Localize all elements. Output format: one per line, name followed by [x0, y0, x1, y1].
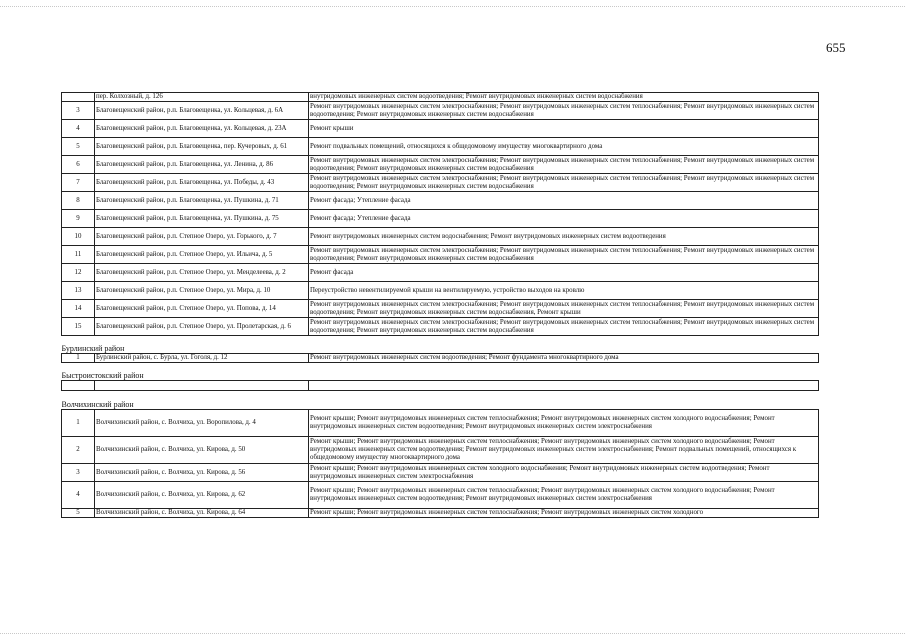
table-row — [62, 228, 819, 246]
cell-number: 3 — [62, 464, 95, 482]
cell-works: Переустройство невентилируемой крыши на вентилируемую, устройство выходов на кровлю — [309, 282, 819, 300]
cell-works: Ремонт фасада; Утепление фасада — [309, 210, 819, 228]
table-row-empty — [62, 381, 819, 391]
region-heading-burla: Бурлинский район — [62, 343, 819, 354]
table-row — [62, 156, 819, 174]
cell-address: Благовещенский район, р.п. Благовещенка, ул. Победы, д. 43 — [95, 174, 309, 192]
table-row — [62, 464, 819, 482]
cell-number: 2 — [62, 437, 95, 464]
cell-address: Благовещенский район, р.п. Благовещенка, пер. Кучеровых, д. 61 — [95, 138, 309, 156]
region-heading-volchikha: Волчихинский район — [62, 399, 819, 410]
cell-address: Волчихинский район, с. Волчиха, ул. Кирова, д. 64 — [95, 509, 309, 518]
cell-works: внутридомовых инженерных систем водоотведения; Ремонт внутридомовых инженерных систем водоснабжения — [309, 93, 819, 102]
cell-number: 5 — [62, 138, 95, 156]
table-row — [62, 482, 819, 509]
cell-works: Ремонт внутридомовых инженерных систем электроснабжения; Ремонт внутридомовых инженерных систем теплоснабжения; Ремонт внутридомовых инженерных систем водоотведения; Ремонт внутридомовых инженерных систем водоснабжения — [309, 156, 819, 174]
cell-number: 13 — [62, 282, 95, 300]
cell-address: пер. Колхозный, д. 126 — [95, 93, 309, 102]
cell-address: Бурлинский район, с. Бурла, ул. Гоголя, д. 12 — [95, 354, 309, 363]
cell-works: Ремонт крыши; Ремонт внутридомовых инженерных систем теплоснабжения; Ремонт внутридомовых инженерных систем холодного водоснабжения; Ремонт внутридомовых инженерных систем водоотведения; Ремонт внутридомовых инженерных систем электроснабжения — [309, 482, 819, 509]
table-row — [62, 120, 819, 138]
table-section-burla — [62, 354, 819, 363]
cell-works: Ремонт крыши; Ремонт внутридомовых инженерных систем холодного водоснабжения; Ремонт внутридомовых инженерных систем водоотведения; Ремонт внутридомовых инженерных систем электроснабжения — [309, 464, 819, 482]
cell-address: Благовещенский район, р.п. Благовещенка, ул. Ленина, д. 86 — [95, 156, 309, 174]
cell-address: Благовещенский район, р.п. Степное Озеро, ул. Пролетарская, д. 6 — [95, 318, 309, 336]
cell-number: 15 — [62, 318, 95, 336]
table-row — [62, 437, 819, 464]
region-heading-bystry: Быстроистокский район — [62, 370, 819, 381]
cell-number: 1 — [62, 354, 95, 363]
scan-edge-top — [0, 6, 905, 8]
cell-works: Ремонт внутридомовых инженерных систем водоснабжения; Ремонт внутридомовых инженерных систем водоотведения — [309, 228, 819, 246]
cell-number: 5 — [62, 509, 95, 518]
cell-address: Волчихинский район, с. Волчиха, ул. Воропилова, д. 4 — [95, 410, 309, 437]
cell-works: Ремонт подвальных помещений, относящихся к общедомовому имуществу многоквартирного дома — [309, 138, 819, 156]
table-row — [62, 192, 819, 210]
cell-address: Благовещенский район, р.п. Благовещенка, ул. Пушкина, д. 71 — [95, 192, 309, 210]
cell-address: Волчихинский район, с. Волчиха, ул. Кирова, д. 56 — [95, 464, 309, 482]
table-row — [62, 282, 819, 300]
cell-works: Ремонт крыши — [309, 120, 819, 138]
table-row — [62, 174, 819, 192]
cell-address: Благовещенский район, р.п. Степное Озеро, ул. Ильича, д. 5 — [95, 246, 309, 264]
cell-works: Ремонт фасада — [309, 264, 819, 282]
cell-number: 10 — [62, 228, 95, 246]
cell-number: 8 — [62, 192, 95, 210]
table-row — [62, 318, 819, 336]
cell-address: Волчихинский район, с. Волчиха, ул. Кирова, д. 62 — [95, 482, 309, 509]
cell-works: Ремонт крыши; Ремонт внутридомовых инженерных систем теплоснабжения; Ремонт внутридомовых инженерных систем холодного водоснабжения; Ремонт внутридомовых инженерных систем водоотведения; Ремонт внутридомовых инженерных систем электроснабжения; Ремонт подвальных помещений, относящихся к общедомовому имуществу многоквартирного дома — [309, 437, 819, 464]
cell-number: 6 — [62, 156, 95, 174]
cell-number — [62, 381, 95, 391]
cell-address: Благовещенский район, р.п. Благовещенка, ул. Кольцевая, д. 6А — [95, 102, 309, 120]
cell-address: Благовещенский район, р.п. Благовещенка, ул. Кольцевая, д. 23А — [95, 120, 309, 138]
cell-works: Ремонт внутридомовых инженерных систем электроснабжения; Ремонт внутридомовых инженерных систем теплоснабжения; Ремонт внутридомовых инженерных систем водоотведения; Ремонт внутридомовых инженерных систем водоснабжения — [309, 318, 819, 336]
cell-address: Благовещенский район, р.п. Степное Озеро, ул. Попова, д. 14 — [95, 300, 309, 318]
cell-number: 1 — [62, 410, 95, 437]
table-row — [62, 93, 819, 102]
cell-works: Ремонт фасада; Утепление фасада — [309, 192, 819, 210]
table-section-burla-header — [62, 336, 819, 354]
cell-works: Ремонт внутридомовых инженерных систем электроснабжения; Ремонт внутридомовых инженерных систем теплоснабжения; Ремонт внутридомовых инженерных систем водоотведения; Ремонт внутридомовых инженерных систем водоснабжения, Ремонт крыши — [309, 300, 819, 318]
table-row — [62, 102, 819, 120]
table-section-volchikha — [62, 410, 819, 518]
cell-works: Ремонт внутридомовых инженерных систем электроснабжения; Ремонт внутридомовых инженерных систем теплоснабжения; Ремонт внутридомовых инженерных систем водоотведения; Ремонт внутридомовых инженерных систем водоснабжения — [309, 246, 819, 264]
cell-address — [95, 381, 309, 391]
cell-works: Ремонт внутридомовых инженерных систем электроснабжения; Ремонт внутридомовых инженерных систем теплоснабжения; Ремонт внутридомовых инженерных систем водоотведения; Ремонт внутридомовых инженерных систем водоснабжения — [309, 174, 819, 192]
table-section-bystry — [62, 363, 819, 410]
cell-address: Благовещенский район, р.п. Благовещенка, ул. Пушкина, д. 75 — [95, 210, 309, 228]
table-row — [62, 138, 819, 156]
cell-number: 14 — [62, 300, 95, 318]
cell-address: Волчихинский район, с. Волчиха, ул. Кирова, д. 50 — [95, 437, 309, 464]
cell-number: 4 — [62, 120, 95, 138]
table-row — [62, 509, 819, 518]
cell-number — [62, 93, 95, 102]
cell-number: 3 — [62, 102, 95, 120]
table-row — [62, 246, 819, 264]
cell-address: Благовещенский район, р.п. Степное Озеро, ул. Менделеева, д. 2 — [95, 264, 309, 282]
page-number: 655 — [826, 40, 846, 55]
table-row — [62, 300, 819, 318]
cell-number: 12 — [62, 264, 95, 282]
cell-number: 11 — [62, 246, 95, 264]
cell-number: 9 — [62, 210, 95, 228]
table-section-blagoveshchensky — [62, 93, 819, 336]
cell-works: Ремонт внутридомовых инженерных систем водоотведения; Ремонт фундамента многоквартирного дома — [309, 354, 819, 363]
cell-works: Ремонт внутридомовых инженерных систем электроснабжения; Ремонт внутридомовых инженерных систем теплоснабжения; Ремонт внутридомовых инженерных систем водоотведения; Ремонт внутридомовых инженерных систем водоснабжения — [309, 102, 819, 120]
cell-works: Ремонт крыши; Ремонт внутридомовых инженерных систем теплоснабжения; Ремонт внутридомовых инженерных систем холодного водоснабжения; Ремонт внутридомовых инженерных систем водоотведения; Ремонт внутридомовых инженерных систем электроснабжения — [309, 410, 819, 437]
scan-edge-bottom — [0, 633, 905, 635]
table-row — [62, 354, 819, 363]
table-row — [62, 410, 819, 437]
cell-works: Ремонт крыши; Ремонт внутридомовых инженерных систем теплоснабжения; Ремонт внутридомовых инженерных систем холодного — [309, 509, 819, 518]
cell-address: Благовещенский район, р.п. Степное Озеро, ул. Горького, д. 7 — [95, 228, 309, 246]
cell-works — [309, 381, 819, 391]
repair-program-table — [61, 92, 819, 518]
cell-number: 4 — [62, 482, 95, 509]
cell-address: Благовещенский район, р.п. Степное Озеро, ул. Мира, д. 10 — [95, 282, 309, 300]
table-row — [62, 264, 819, 282]
table-row — [62, 210, 819, 228]
cell-number: 7 — [62, 174, 95, 192]
